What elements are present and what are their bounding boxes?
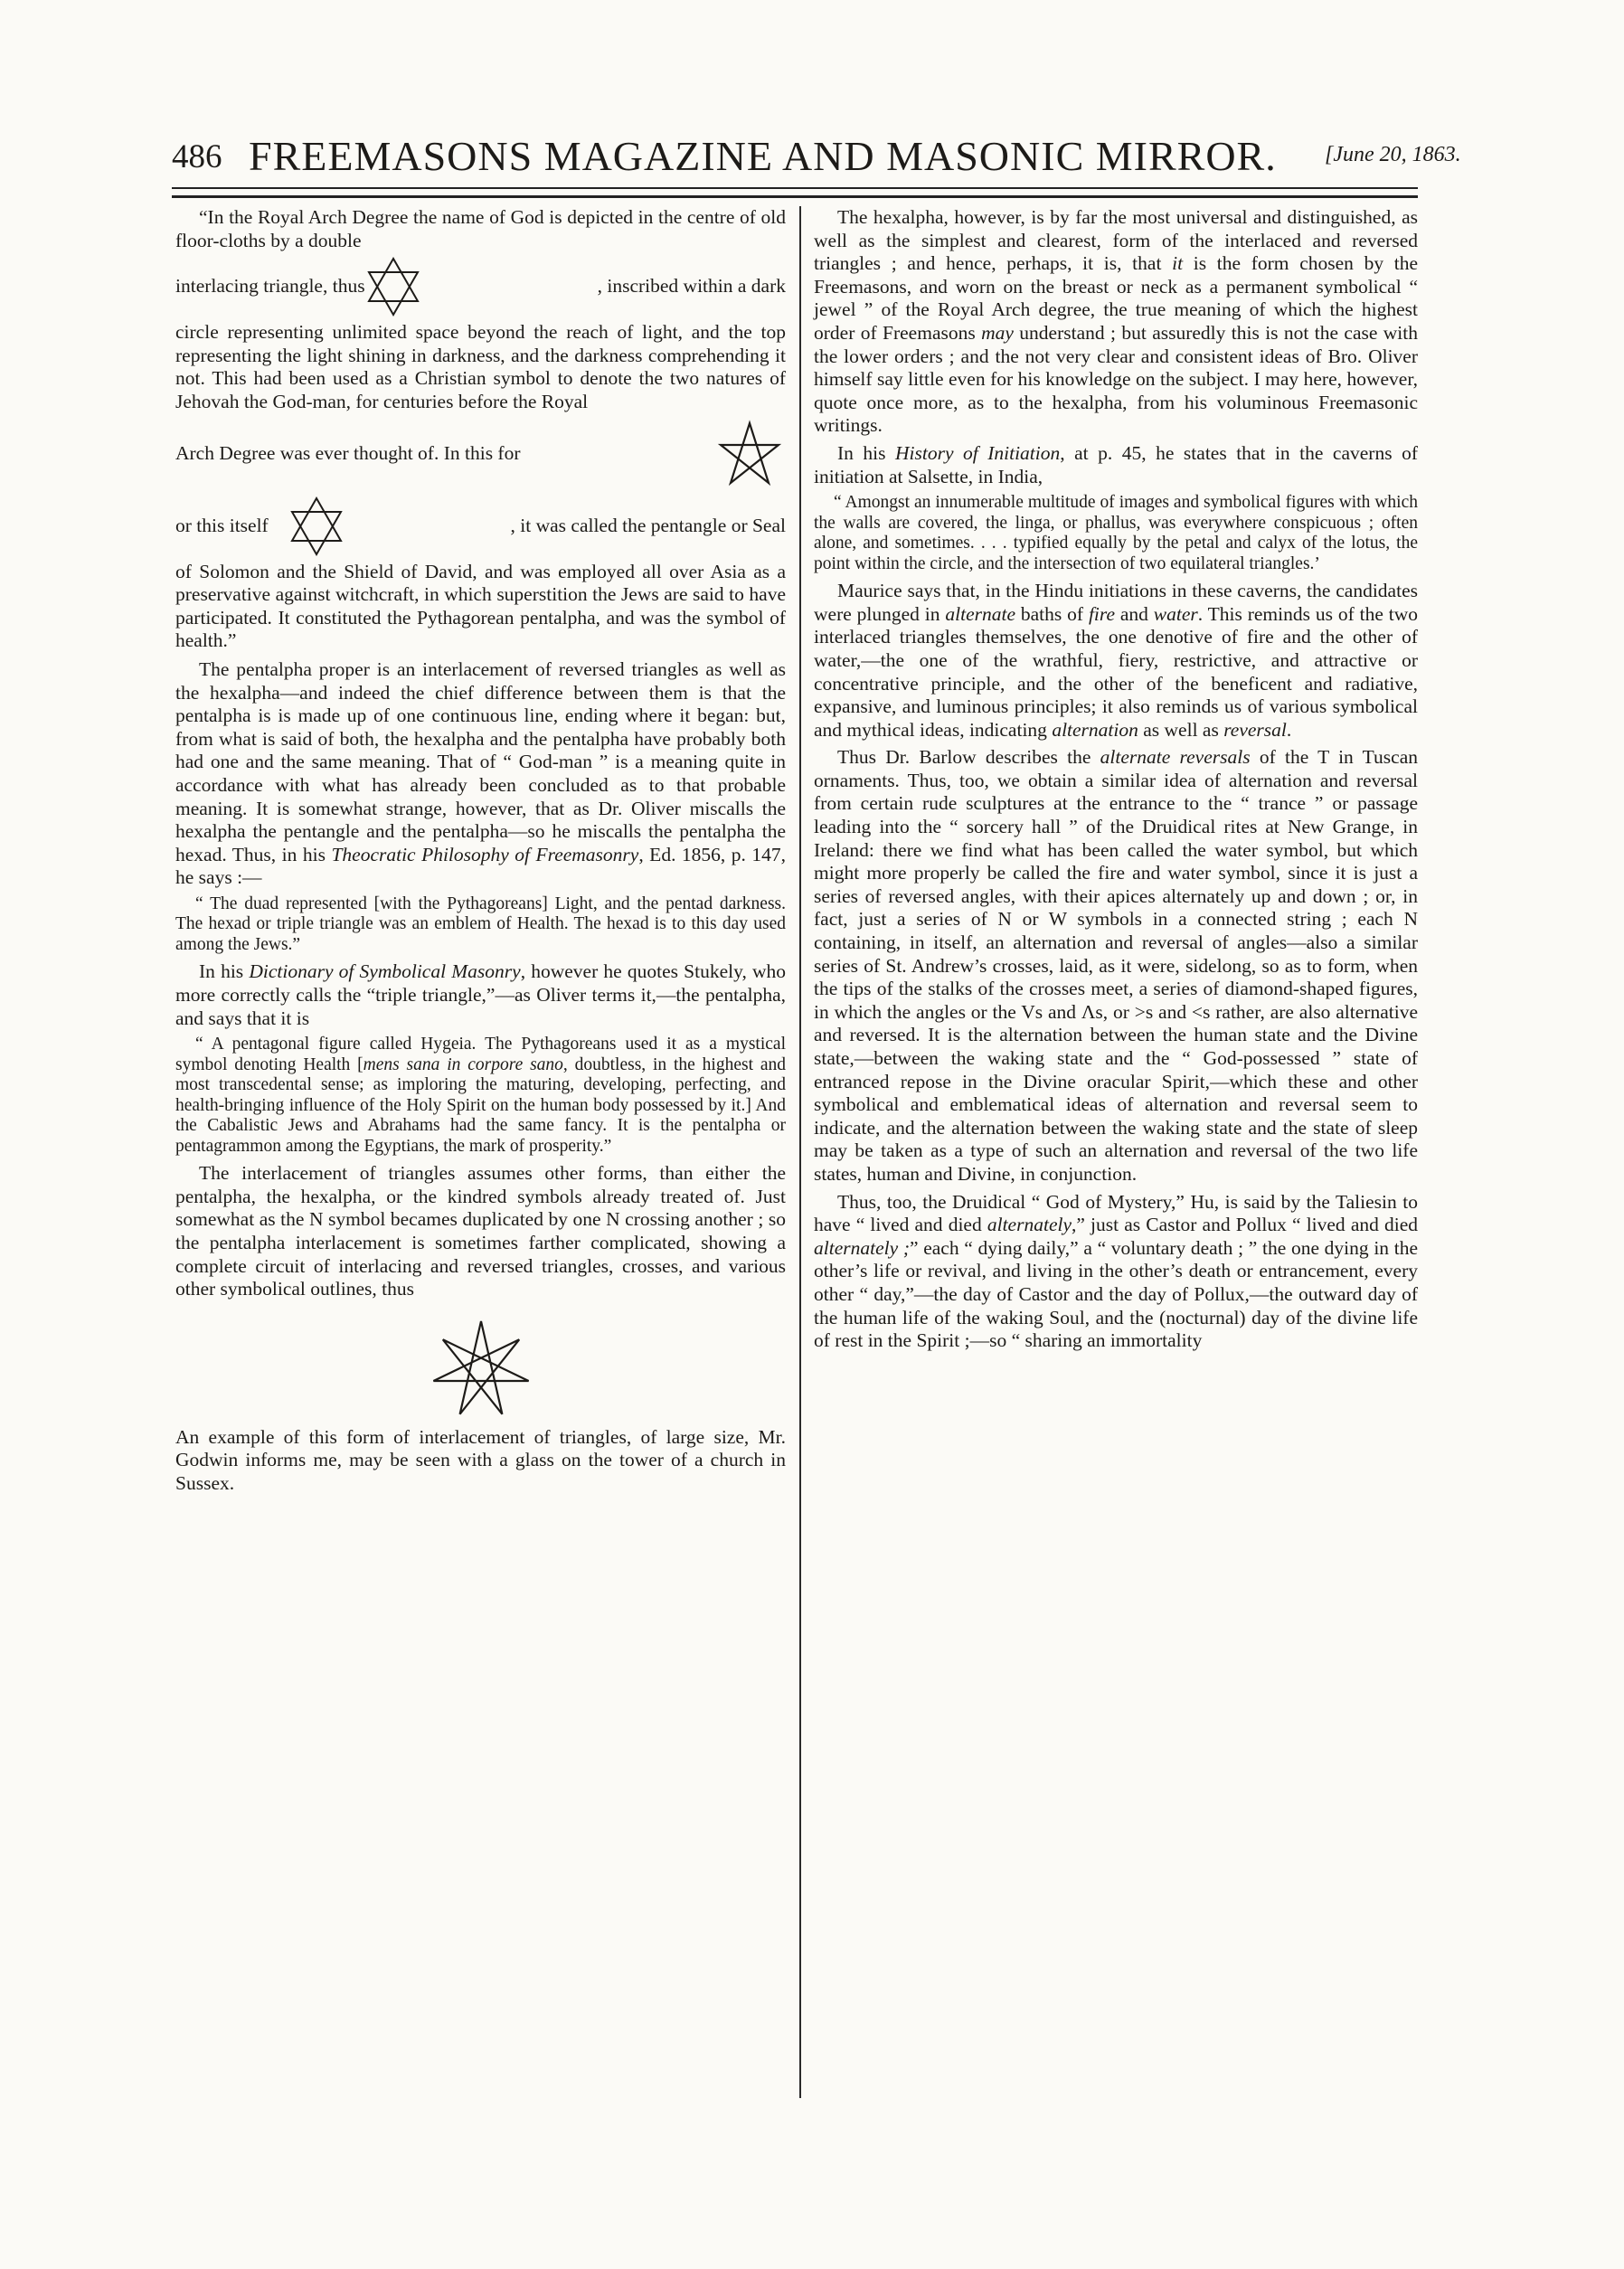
- paragraph: Thus, too, the Druidical “ God of Mystery,” Hu, is said by the Taliesin to have “ lived and died alternately,” just as Castor and Pollux “ lived and died alternately ;” each “ dying daily,” a “ voluntary death ; ” the one dying in the other’s life or revival, and living in the other’s death or entrancement, every other “ day,”—the day of Castor and the day of Pollux,—the outward day of the human life of the waking Soul, and the (nocturnal) day of the divine life of rest in the Spirit ;—so “ sharing an immortality: [814, 1190, 1419, 1352]
- left-column: [175, 206, 786, 1496]
- issue-date: [June 20, 1863.: [1325, 143, 1461, 166]
- column-divider: [799, 206, 801, 2098]
- hexagram-icon: [365, 256, 421, 317]
- paragraph: In his Dictionary of Symbolical Masonry, however he quotes Stukely, who more correctly calls the “triple triangle,”—as Oliver terms it,—the pentalpha, and says that it is: [175, 960, 787, 1029]
- quotation: “ A pentagonal figure called Hygeia. The Pythagoreans used it as a mystical symbol denoting Health [mens sana in corpore sano, doubtless, in the highest and most transcedental sense; as imploring the maturing, developing, perfecting, and health-bringing influence of the Holy Spirit on the human body possessed by it.] And the Cabalistic Jews and Abrahams had the same fancy. It is the pentalpha or pentagrammon among the Egyptians, the mark of prosperity.”: [175, 1035, 786, 1156]
- figure-line: or this itself , it was called the pentangle or Seal: [175, 496, 786, 557]
- pentagram-icon: [717, 420, 782, 488]
- paragraph: The hexalpha, however, is by far the most universal and distinguished, as well as the simplest and clearest, form of the interlaced and reversed triangles ; and hence, perhaps, it is, that it is the form chosen by the Freemasons, and worn on the breast or neck as a permanent symbolical “ jewel ” of the Royal Arch degree, the true meaning of which the highest order of Freemasons may understand ; but assuredly this is not the case with the lower orders ; and the not very clear and consistent ideas of Bro. Oliver himself say little even for his knowledge on the subject. I may here, however, quote once more, as to the hexalpha, from his voluminous Freemasonic writings.: [814, 206, 1419, 437]
- heptagram-outline: [433, 1321, 528, 1414]
- header-rule-top: [172, 187, 1418, 189]
- paragraph: of Solomon and the Shield of David, and was employed all over Asia as a preservative against witchcraft, in which superstition the Jews are said to have participated. It constituted the Pythagorean pentalpha, and was the symbol of health.”: [175, 560, 786, 652]
- masthead-title: FREEMASONS MAGAZINE AND MASONIC MIRROR.: [249, 133, 1277, 179]
- page-number: 486: [172, 138, 222, 175]
- right-column: [814, 206, 1418, 1357]
- paragraph: circle representing unlimited space beyond the reach of light, and the top representing the light shining in darkness, and the darkness comprehending it not. This had been used as a Christian symbol to denote the two natures of Jehovah the God-man, for centuries before the Royal: [175, 321, 786, 412]
- heptagram-icon: [175, 1316, 786, 1421]
- hexagram-icon: [288, 496, 345, 557]
- header-rule-bottom: [172, 195, 1418, 198]
- quotation: “ Amongst an innumerable multitude of images and symbolical figures with which the walls are covered, the linga, or phallus, was everywhere conspicuous ; often alone, and sometimes. . . . typified equally by the petal and calyx of the lotus, the point within the circle, and the intersection of two equilateral triangles.’: [814, 493, 1418, 573]
- paragraph: “In the Royal Arch Degree the name of God is depicted in the centre of old floor-cloths by a double: [175, 206, 786, 251]
- quotation: “ The duad represented [with the Pythagoreans] Light, and the pentad darkness. The hexad or triple triangle was an emblem of Health. The hexad is to this day used among the Jews.”: [175, 893, 786, 954]
- paragraph: The pentalpha proper is an interlacement of reversed triangles as well as the hexalpha—and indeed the chief difference between them is that the pentalpha is is made up of one continuous line, ending where it began: but, from what is said of both, the hexalpha and the pentalpha have probably both had one and the same meaning. That of “ God-man ” is a meaning quite in accordance with what has already been concluded as to that probable meaning. It is somewhat strange, however, that as Dr. Oliver miscalls the hexalpha the pentangle and the pentalpha—so he miscalls the pentalpha the hexad. Thus, in his Theocratic Philosophy of Freemasonry, Ed. 1856, p. 147, he says :—: [175, 657, 787, 889]
- paragraph: In his History of Initiation, at p. 45, he states that in the caverns of initiation at Salsette, in India,: [814, 441, 1418, 487]
- paragraph: The interlacement of triangles assumes other forms, than either the pentalpha, the hexalpha, or the kindred symbols already treated of. Just somewhat as the N symbol becames duplicated by one N crossing another ; so the pentalpha interlacement is sometimes farther complicated, showing a complete circuit of interlacing and reversed triangles, crosses, and various other symbolical outlines, thus: [175, 1162, 786, 1300]
- paragraph: An example of this form of interlacement of triangles, of large size, Mr. Godwin informs me, may be seen with a glass on the tower of a church in Sussex.: [175, 1425, 786, 1494]
- paragraph: Maurice says that, in the Hindu initiations in these caverns, the candidates were plunged in alternate baths of fire and water. This reminds us of the two interlaced triangles themselves, the one denotive of fire and the other of water,—the one of the wrathful, fiery, restrictive, and attractive or concentrative principle, and the other of the beneficent and radiative, expansive, and luminous principles; it also reminds us of various symbolical and mythical ideas, indicating alternation as well as reversal.: [814, 580, 1419, 741]
- page-header: [172, 128, 1461, 183]
- figure-line: Arch Degree was ever thought of. In this for: [175, 420, 786, 488]
- figure-line: interlacing triangle, thus , inscribed within a dark: [175, 256, 786, 317]
- paragraph: Thus Dr. Barlow describes the alternate reversals of the T in Tuscan ornaments. Thus, too, we obtain a similar idea of alternation and reversal from certain rude sculptures at the entrance to the “ trance ” or passage leading into the “ sorcery hall ” of the Druidical rites at New Grange, in Ireland: there we find what has been called the water symbol, but which might more properly be called the fire and water symbol, since it is just a series of reversed angles, with their apices alternately up and down ; or, in fact, just a series of N or W symbols in a connected string ; each N containing, in itself, an alternation and reversal of angles—also a similar series of St. Andrew’s crosses, laid, as it were, sidelong, so as to form, when the tips of the stalks of the crosses meet, a series of diamond-shaped figures, in which the angles or the Vs and Λs, or >s and <s rather, are also alternative and reversed. It is the alternation between the human state and the Divine state,—between the waking state and the “ God-possessed ” state of entranced repose in the Divine oracular Spirit,—which these and other symbolical and emblematical ideas of alternation and reversal seem to indicate, and the alternation between the waking state and the state of sleep may be taken as a type of such an alternation and reversal of the two life states, human and Divine, in conjunction.: [814, 746, 1418, 1185]
